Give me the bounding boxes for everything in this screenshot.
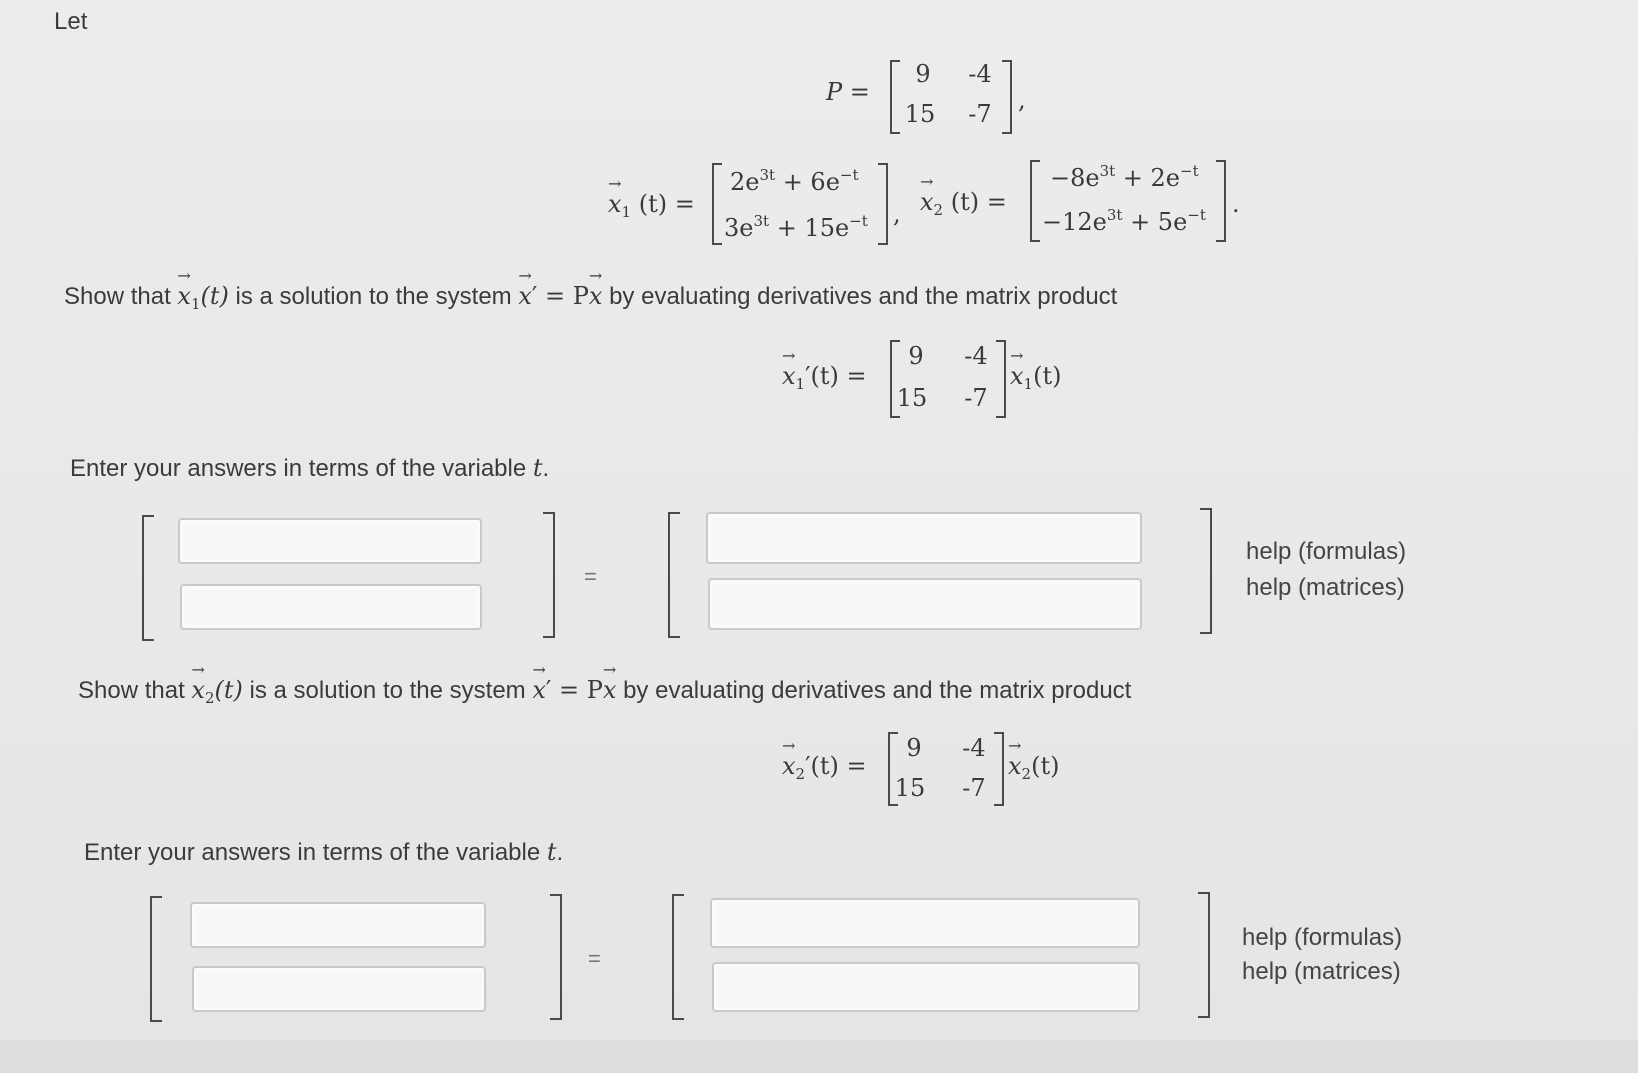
- matrix-p-comma: ,: [1018, 86, 1026, 114]
- part1-equation-rhs: → $x_1(t)$: [1010, 362, 1061, 393]
- part1-lhs-right-bracket: [543, 512, 555, 638]
- part2-rhs-bottom-input[interactable]: [712, 962, 1140, 1012]
- x1-subscript: 1: [621, 203, 632, 221]
- x2-vector-symbol: → x: [920, 188, 934, 216]
- x1-left-bracket: [712, 163, 722, 245]
- x1-definition-label: [608, 190, 695, 221]
- part2-prompt: Show that → $x_2(t)$ is a solution to the system → x′ = P→ x by evaluating derivatives and the matrix product: [78, 676, 1131, 707]
- x2-subscript: 2: [933, 201, 944, 219]
- part1-rhs-top-input[interactable]: [706, 512, 1142, 564]
- part1-matrix-entry-11: 9: [908, 342, 924, 370]
- matrix-p-right-bracket: [1002, 60, 1012, 134]
- part2-equals-sign: =: [588, 946, 601, 971]
- part2-matrix-entry-21: 15: [894, 774, 926, 802]
- part1-help-formulas-link[interactable]: help (formulas): [1246, 538, 1407, 565]
- part2-matrix-entry-12: -4: [962, 734, 986, 762]
- part2-equation-rhs: → $x_2(t)$: [1008, 752, 1059, 783]
- x2-period: .: [1232, 190, 1240, 218]
- x2-argument: (t) =: [950, 188, 1007, 216]
- part2-help-matrices-link[interactable]: help (matrices): [1242, 958, 1401, 985]
- x2-right-bracket: [1216, 160, 1226, 242]
- matrix-p-equals: =: [849, 78, 870, 106]
- part2-matrix-entry-11: 9: [906, 734, 922, 762]
- part1-equals-sign: =: [584, 564, 597, 589]
- matrix-p-name: P: [826, 78, 843, 106]
- matrix-p-entry-22: -7: [968, 100, 992, 128]
- part1-lhs-bottom-input[interactable]: [180, 584, 482, 630]
- part2-lhs-top-input[interactable]: [190, 902, 486, 948]
- part1-rhs-left-bracket: [668, 512, 680, 638]
- part1-matrix-entry-12: -4: [964, 342, 988, 370]
- part2-instruction: Enter your answers in terms of the variable t.: [84, 838, 564, 866]
- x1-argument: (t) =: [638, 190, 695, 218]
- intro-label: Let: [54, 8, 88, 35]
- part2-rhs-top-input[interactable]: [710, 898, 1140, 948]
- part1-matrix-entry-21: 15: [896, 384, 928, 412]
- part2-lhs-bottom-input[interactable]: [192, 966, 486, 1012]
- matrix-p-label: [826, 78, 870, 106]
- part1-lhs-top-input[interactable]: [178, 518, 482, 564]
- x1-comma: ,: [893, 200, 901, 228]
- part2-rhs-left-bracket: [672, 894, 684, 1020]
- part2-matrix-entry-22: -7: [962, 774, 986, 802]
- part2-lhs-left-bracket: [150, 896, 162, 1022]
- part1-lhs-left-bracket: [142, 515, 154, 641]
- part2-matrix-right-bracket: [994, 732, 1004, 806]
- part1-equation-lhs: → $x_1'(t)$ =: [782, 362, 867, 393]
- part2-help-formulas-link[interactable]: help (formulas): [1242, 924, 1403, 951]
- x2-top-entry: $-8e^{3t} + 2e^{-t}$: [1050, 162, 1199, 192]
- x1-bottom-entry: $3e^{3t} + 15e^{-t}$: [724, 212, 868, 242]
- part1-instruction: Enter your answers in terms of the variable t.: [70, 454, 550, 482]
- page-bottom: [0, 1040, 1638, 1073]
- x2-definition-label: [920, 188, 1007, 219]
- part2-lhs-right-bracket: [550, 894, 562, 1020]
- matrix-p-entry-11: 9: [915, 60, 931, 88]
- part1-prompt: Show that → $x_1(t)$ is a solution to the system → x′ = P→ x by evaluating derivatives and the matrix product: [64, 282, 1117, 313]
- x2-bottom-entry: $-12e^{3t} + 5e^{-t}$: [1042, 206, 1206, 236]
- part2-rhs-right-bracket: [1198, 892, 1210, 1018]
- matrix-p-entry-12: -4: [968, 60, 992, 88]
- x2-left-bracket: [1030, 160, 1040, 242]
- part1-matrix-entry-22: -7: [964, 384, 988, 412]
- part1-matrix-right-bracket: [996, 340, 1006, 418]
- part1-rhs-bottom-input[interactable]: [708, 578, 1142, 630]
- part2-equation-lhs: → $x_2'(t)$ =: [782, 752, 867, 783]
- matrix-p-left-bracket: [890, 60, 900, 134]
- matrix-p-entry-21: 15: [904, 100, 936, 128]
- part1-rhs-right-bracket: [1200, 508, 1212, 634]
- x1-vector-symbol: → x: [608, 190, 622, 218]
- x1-right-bracket: [878, 163, 888, 245]
- part1-help-matrices-link[interactable]: help (matrices): [1246, 574, 1405, 601]
- x1-top-entry: $2e^{3t} + 6e^{-t}$: [730, 166, 859, 196]
